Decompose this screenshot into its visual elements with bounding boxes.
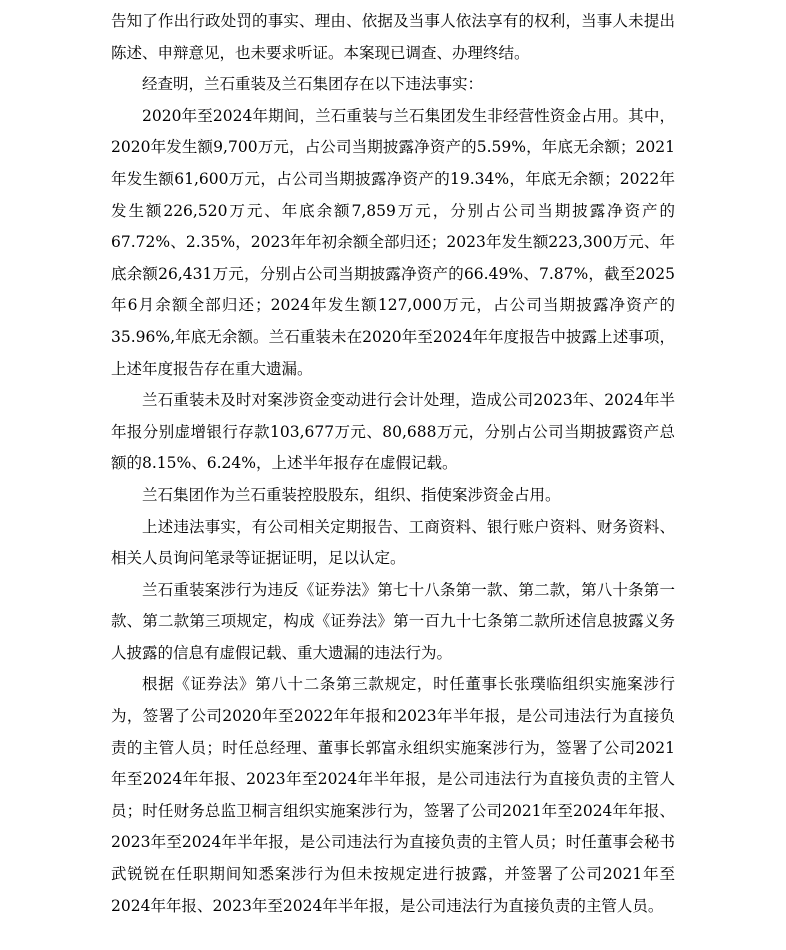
paragraph-fund-occupation: 2020年至2024年期间，兰石重装与兰石集团发生非经营性资金占用。其中，2020年发生额9,700万元，占公司当期披露净资产的5.59%，年底无余额；2021年发生额61,600万元，占公司当期披露净资产的19.34%，年底无余额；2022年发生额226,520万元、年底余额7,859万元，分别占公司当期披露净资产的67.72%、2.35%，2023年年初余额全部归还；2023年发生额223,300万元、年底余额26,431万元，分别占公司当期披露净资产的66.49%、7.87%，截至2025年6月余额全部归还；2024年发生额127,000万元，占公司当期披露净资产的35.96%,年底无余额。兰石重装未在2020年至2024年年度报告中披露上述事项，上述年度报告存在重大遗漏。 (111, 106, 675, 378)
paragraph-legal-violation: 兰石重装案涉行为违反《证券法》第七十八条第一款、第二款，第八十条第一款、第二款第三项规定，构成《证券法》第一百九十七条第二款所述信息披露义务人披露的信息有虚假记载、重大遗漏的违法行为。 (111, 580, 675, 662)
paragraph-hearing-notice: 告知了作出行政处罚的事实、理由、依据及当事人依法享有的权利，当事人未提出陈述、申辩意见，也未要求听证。本案现已调查、办理终结。 (111, 12, 675, 62)
paragraph-evidence: 上述违法事实，有公司相关定期报告、工商资料、银行账户资料、财务资料、相关人员询问笔录等证据证明，足以认定。 (111, 517, 675, 568)
paragraph-findings-intro: 经查明，兰石重装及兰石集团存在以下违法事实： (142, 75, 484, 94)
paragraph-controlling-shareholder: 兰石集团作为兰石重装控股股东，组织、指使案涉资金占用。 (142, 485, 561, 504)
paragraph-responsible-persons: 根据《证券法》第八十二条第三款规定，时任董事长张璞临组织实施案涉行为，签署了公司2020年至2022年年报和2023年半年报，是公司违法行为直接负责的主管人员；时任总经理、董事长郭富永组织实施案涉行为，签署了公司2021年至2024年年报、2023年至2024年半年报，是公司违法行为直接负责的主管人员；时任财务总监卫桐言组织实施案涉行为，签署了公司2021年至2024年年报、2023年至2024年半年报，是公司违法行为直接负责的主管人员；时任董事会秘书武锐锐在任职期间知悉案涉行为但未按规定进行披露，并签署了公司2021年至2024年年报、2023年至2024年半年报，是公司违法行为直接负责的主管人员。 (111, 675, 675, 915)
paragraph-false-records: 兰石重装未及时对案涉资金变动进行会计处理，造成公司2023年、2024年半年报分别虚增银行存款103,677万元、80,688万元，分别占公司当期披露资产总额的8.15%、6.24%，上述半年报存在虚假记载。 (111, 391, 675, 473)
